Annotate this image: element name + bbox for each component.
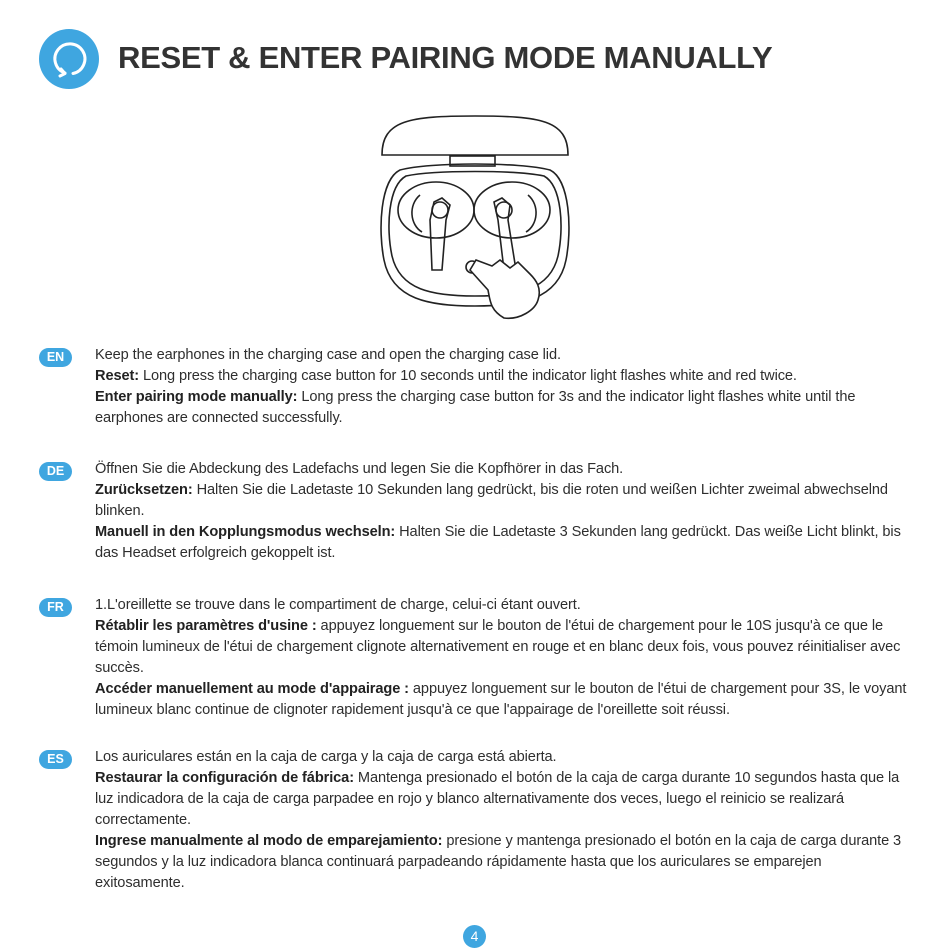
pairing-text: presione y mantenga presionado el botón en la caja de carga durante 3 segundos y la luz indicadora blanca continuará parpadeando rápidamente hasta que los auriculares se emparejen exitosamente.	[95, 833, 902, 891]
pairing-label: Enter pairing mode manually:	[95, 389, 298, 405]
intro-text: Los auriculares están en la caja de carga y la caja de carga está abierta.	[95, 749, 557, 765]
language-badge-es: ES	[39, 750, 72, 769]
reset-text: appuyez longuement sur le bouton de l'étui de chargement pour le 10S jusqu'à ce que le témoin lumineux de l'étui de chargement clignote alternativement en rouge et en blanc deux fois, vous pouvez réinitialiser avec succès.	[95, 618, 901, 676]
pairing-text: Halten Sie die Ladetaste 3 Sekunden lang gedrückt. Das weiße Licht blinkt, bis das Headset erfolgreich gekoppelt ist.	[95, 524, 901, 561]
reset-icon	[39, 29, 99, 89]
charging-case-illustration	[370, 110, 580, 320]
intro-text: Öffnen Sie die Abdeckung des Ladefachs und legen Sie die Kopfhörer in das Fach.	[95, 461, 624, 477]
reset-label: Rétablir les paramètres d'usine :	[95, 618, 317, 634]
section-de	[95, 459, 915, 564]
reset-label: Zurücksetzen:	[95, 482, 193, 498]
reset-text: Mantenga presionado el botón de la caja de carga durante 10 segundos hasta que la luz indicadora de la caja de carga parpadee en rojo y blanco alternativamente dos veces, luego el reinicio se realizará correctamente.	[95, 770, 900, 828]
page-title: RESET & ENTER PAIRING MODE MANUALLY	[118, 40, 773, 75]
language-badge-en: EN	[39, 348, 72, 367]
reset-text: Halten Sie die Ladetaste 10 Sekunden lang gedrückt, bis die roten und weißen Lichter zweimal abwechselnd blinken.	[95, 482, 888, 519]
page-number: 4	[463, 925, 486, 948]
pairing-label: Accéder manuellement au mode d'appairage :	[95, 681, 409, 697]
language-badge-de: DE	[39, 462, 72, 481]
intro-text: Keep the earphones in the charging case and open the charging case lid.	[95, 347, 561, 363]
reset-text: Long press the charging case button for 10 seconds until the indicator light flashes white and red twice.	[139, 368, 797, 384]
section-en	[95, 345, 915, 429]
reset-label: Reset:	[95, 368, 140, 384]
intro-text: 1.L'oreillette se trouve dans le compartiment de charge, celui-ci étant ouvert.	[95, 597, 581, 613]
section-es	[95, 747, 915, 894]
section-fr	[95, 595, 915, 721]
pairing-label: Manuell in den Kopplungsmodus wechseln:	[95, 524, 396, 540]
language-badge-fr: FR	[39, 598, 72, 617]
pairing-text: appuyez longuement sur le bouton de l'étui de chargement pour 3S, le voyant lumineux blanc continue de clignoter rapidement jusqu'à ce que l'appairage de l'oreillette soit réussi.	[95, 681, 907, 718]
reset-label: Restaurar la configuración de fábrica:	[95, 770, 354, 786]
pairing-label: Ingrese manualmente al modo de emparejamiento:	[95, 833, 443, 849]
pairing-text: Long press the charging case button for 3s and the indicator light flashes white until the earphones are connected successfully.	[95, 389, 856, 426]
